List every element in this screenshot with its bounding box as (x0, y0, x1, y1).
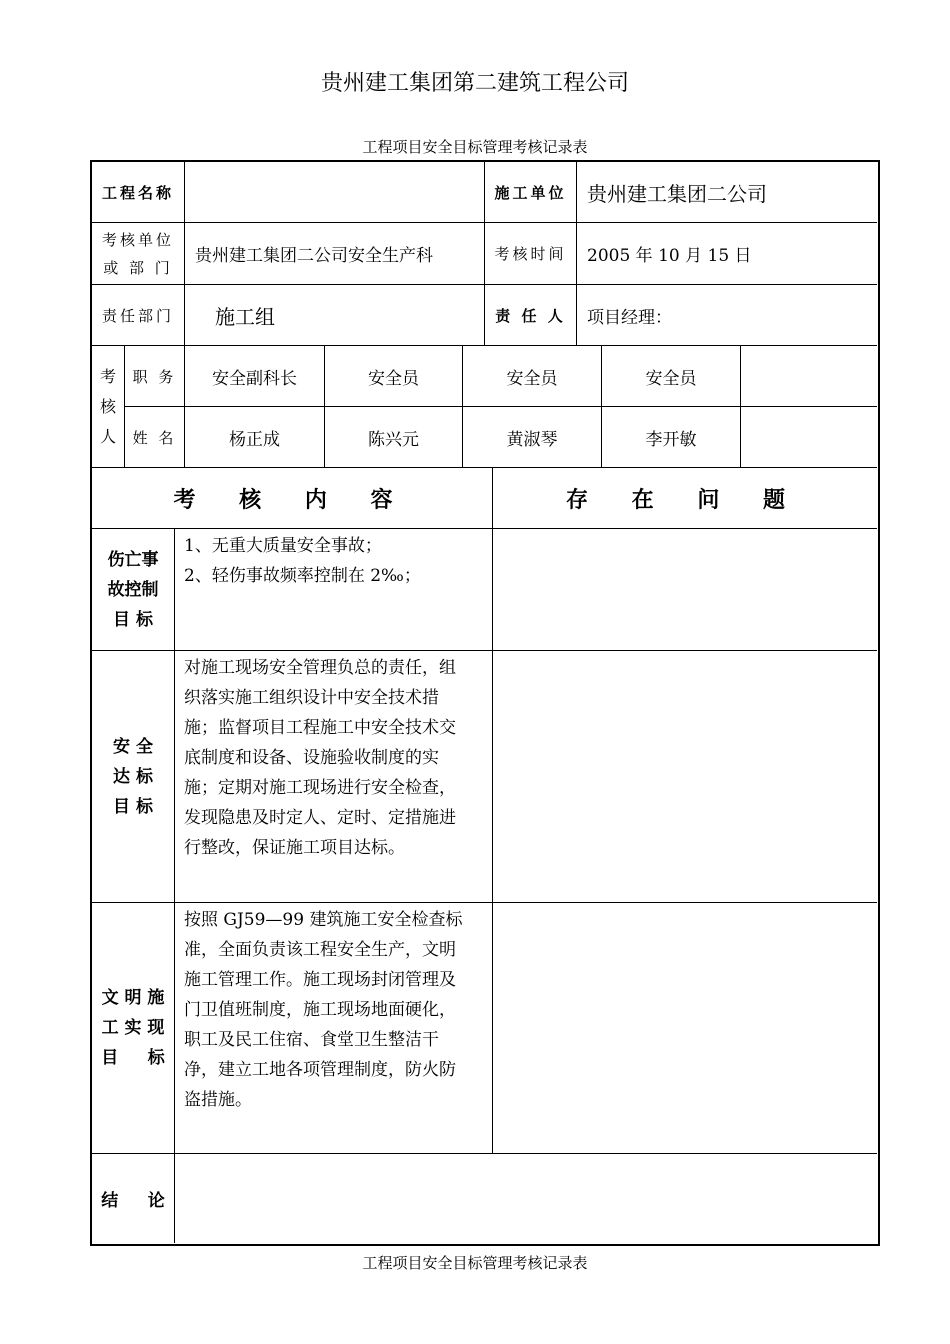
content-header: 考 核 内 容 (173, 486, 411, 513)
assess-unit-label-line1: 考核单位 (101, 230, 174, 249)
name-label: 姓 名 (132, 428, 177, 447)
assess-time-label: 考核时间 (494, 245, 567, 263)
resp-person-label: 责 任 人 (495, 306, 566, 325)
target-label-line: 目 标 (101, 1048, 165, 1068)
assess-unit-label (92, 223, 184, 284)
project-name-label: 工程名称 (101, 183, 174, 202)
content-line: 盗措施。 (184, 1090, 252, 1110)
construction-unit-value[interactable]: 贵州建工集团二公司 (587, 181, 767, 206)
assessor-name[interactable]: 黄淑琴 (506, 429, 558, 450)
target-label-line: 文 明 施 (101, 988, 165, 1008)
assessor-name[interactable]: 杨正成 (229, 429, 280, 450)
assessor-group-label (92, 346, 124, 467)
target-label-line: 伤亡事 (107, 549, 159, 570)
target-label-line: 目 标 (113, 609, 153, 630)
assessor-position[interactable]: 安全员 (506, 368, 558, 389)
assess-unit-label-line2: 或 部 门 (103, 258, 173, 277)
assessor-label-char: 人 (99, 426, 116, 446)
content-line: 1、无重大质量安全事故； (184, 536, 382, 556)
content-line: 发现隐患及时定人、定时、定措施进 (184, 808, 456, 828)
resp-dept-label: 责任部门 (101, 306, 174, 325)
position-label: 职 务 (132, 367, 177, 386)
conclusion-label: 结 论 (101, 1190, 165, 1211)
target-label-line: 工 实 现 (101, 1018, 165, 1038)
conclusion-value[interactable] (175, 1154, 876, 1242)
content-line: 施；定期对施工现场进行安全检查， (184, 778, 456, 798)
target-content-safety (175, 651, 492, 902)
content-line: 施；监督项目工程施工中安全技术交 (184, 718, 456, 738)
target-content-civilized (175, 903, 492, 1153)
content-line: 施工管理工作。施工现场封闭管理及 (184, 970, 456, 990)
content-line: 准，全面负责该工程安全生产，文明 (184, 940, 456, 960)
assessor-label-char: 考 (99, 366, 116, 386)
target-label-line: 故控制 (107, 579, 159, 600)
assessor-name[interactable]: 陈兴元 (368, 429, 419, 450)
resp-person-value[interactable]: 项目经理： (587, 307, 672, 328)
assessor-name[interactable]: 李开敏 (645, 429, 697, 450)
form-footer: 工程项目安全目标管理考核记录表 (362, 1254, 588, 1272)
content-line: 底制度和设备、设施验收制度的实 (184, 748, 439, 768)
target-label-safety (92, 651, 174, 902)
assess-time-value[interactable]: 2005 年 10 月 15 日 (587, 246, 752, 266)
assess-unit-value[interactable]: 贵州建工集团二公司安全生产科 (195, 246, 433, 266)
target-label-civilized (92, 903, 174, 1153)
assessor-name[interactable] (741, 407, 876, 467)
content-line: 2、轻伤事故频率控制在 2‰； (184, 566, 421, 586)
target-label-casualty (92, 529, 174, 650)
resp-dept-value[interactable]: 施工组 (215, 304, 275, 329)
target-content-casualty (175, 529, 492, 650)
target-label-line: 目 标 (113, 796, 153, 817)
content-line: 净，建立工地各项管理制度，防火防 (184, 1060, 456, 1080)
content-line: 对施工现场安全管理负总的责任，组 (184, 658, 456, 678)
document-title: 贵州建工集团第二建筑工程公司 (320, 71, 629, 96)
issues-cell-safety[interactable] (493, 651, 876, 902)
assessor-position[interactable]: 安全副科长 (212, 368, 297, 389)
target-label-line: 安 全 (113, 736, 153, 757)
content-line: 按照 GJ59—99 建筑施工安全检查标 (184, 910, 463, 930)
form-subtitle: 工程项目安全目标管理考核记录表 (362, 138, 588, 156)
content-line: 职工及民工住宿、食堂卫生整洁干 (184, 1030, 439, 1050)
assessor-position[interactable]: 安全员 (368, 368, 419, 389)
content-line: 行整改，保证施工项目达标。 (184, 838, 405, 858)
content-line: 织落实施工组织设计中安全技术措 (184, 688, 439, 708)
assessor-label-char: 核 (99, 396, 116, 416)
assessor-position[interactable] (741, 346, 876, 406)
construction-unit-label: 施工单位 (494, 183, 567, 202)
issues-header: 存 在 问 题 (566, 486, 803, 513)
target-label-line: 达 标 (113, 766, 153, 787)
project-name-value[interactable] (185, 162, 484, 222)
content-line: 门卫值班制度，施工现场地面硬化， (184, 1000, 456, 1020)
assessor-position[interactable]: 安全员 (645, 368, 697, 389)
issues-cell-casualty[interactable] (493, 529, 876, 650)
issues-cell-civilized[interactable] (493, 903, 876, 1153)
